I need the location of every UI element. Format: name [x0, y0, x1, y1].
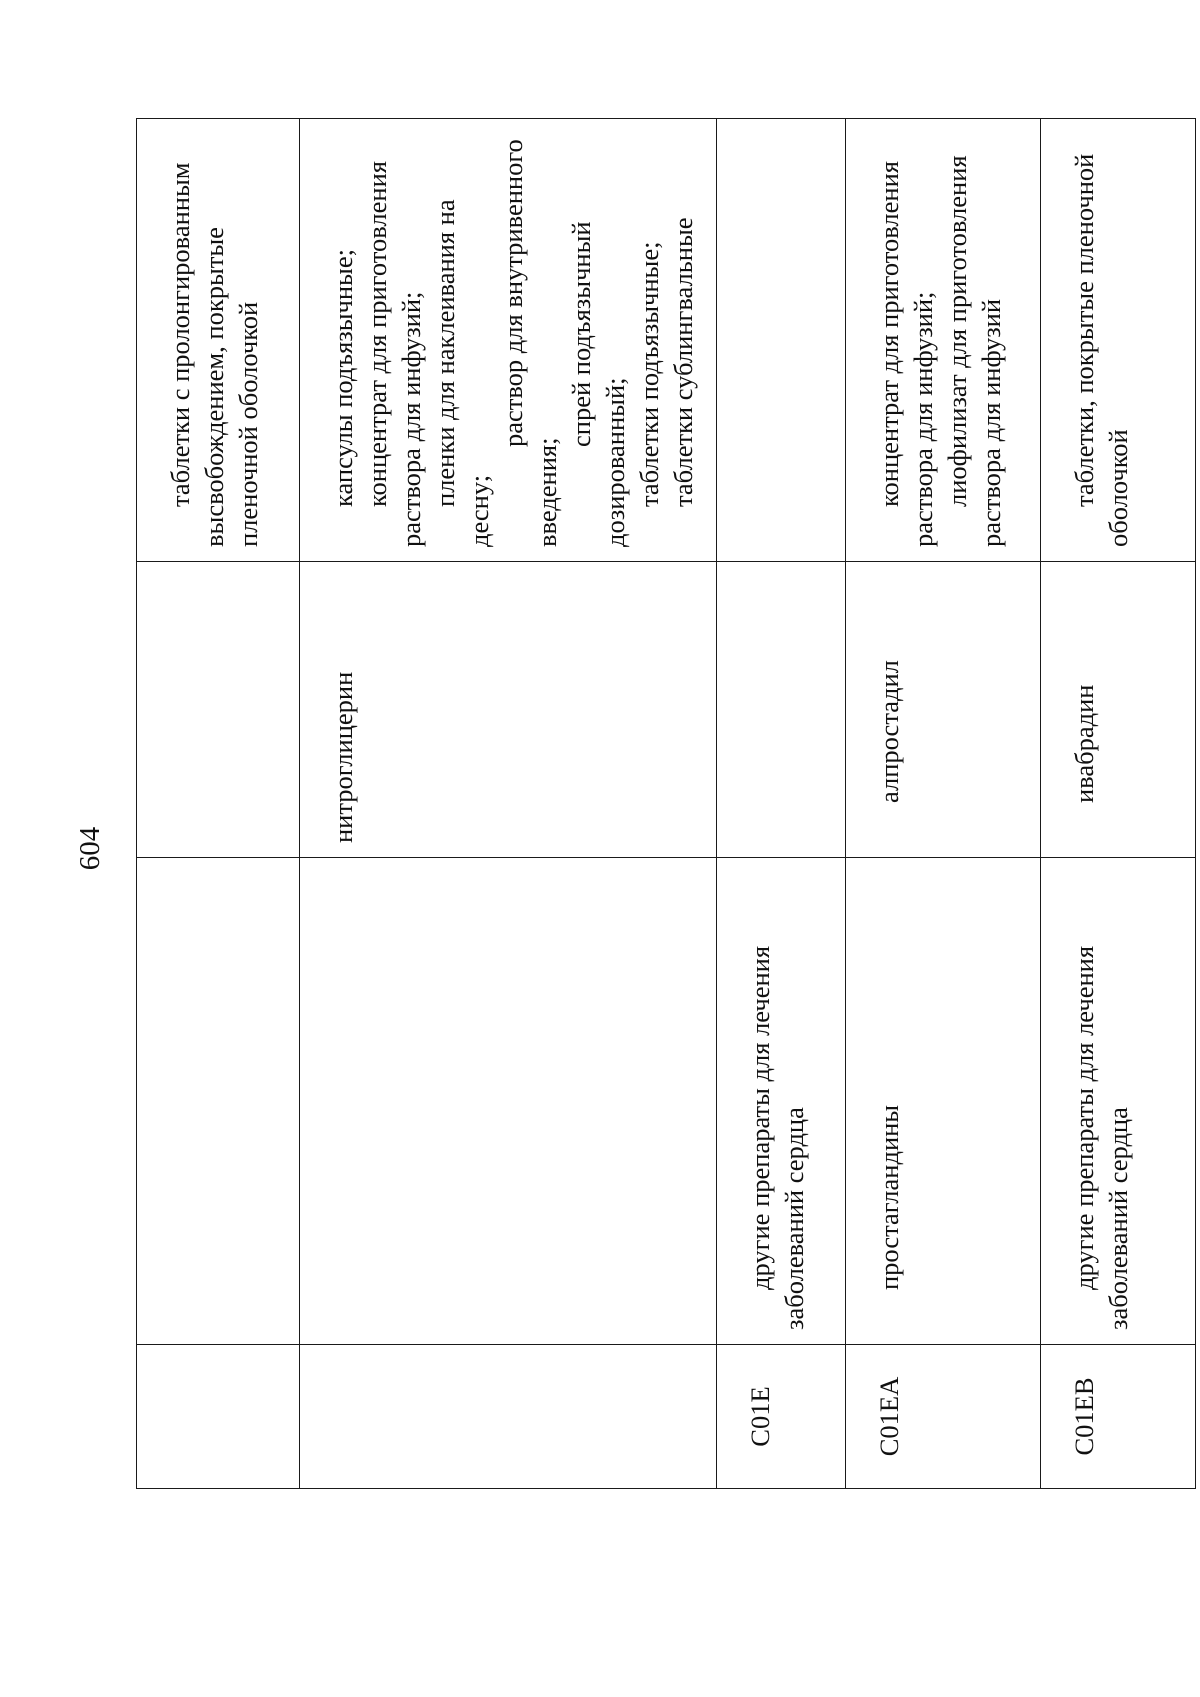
drug-name-cell [846, 562, 1041, 858]
dosage-form-line: оболочкой [1103, 429, 1133, 547]
group-cell [1041, 858, 1196, 1345]
dosage-form-line: дозированный; [600, 377, 630, 547]
atc-code-cell: C01EB [1041, 1345, 1196, 1489]
dosage-form-line: спрей подъязычный [566, 221, 596, 447]
dosage-form-line: таблетки с пролонгированным [165, 162, 195, 507]
drug-name-cell: нитроглицерин [300, 562, 717, 858]
table-row [300, 119, 717, 1489]
drug-name-cell [717, 562, 846, 858]
dosage-form-line: таблетки, покрытые пленочной [1069, 153, 1099, 507]
dosage-form-line: введения; [532, 437, 562, 547]
dosage-form-line: пленки для наклеивания на [430, 199, 460, 507]
page-number: 604 [74, 826, 106, 871]
dosage-form-line: раствора для инфузий [976, 298, 1006, 547]
group-text: другие препараты для лечения заболеваний сердца [1069, 945, 1133, 1330]
group-cell [137, 858, 300, 1345]
dosage-form-line: концентрат для приготовления [874, 161, 904, 507]
drug-name-cell [1041, 562, 1196, 858]
dosage-form-line: таблетки сублингвальные [668, 217, 698, 507]
atc-code-cell [300, 1345, 717, 1489]
group-text: другие препараты для лечения заболеваний сердца [745, 945, 809, 1330]
table-row [717, 119, 846, 1489]
group-text: простагландины [874, 1104, 904, 1290]
dosage-form-line: пленочной оболочкой [233, 301, 263, 547]
dosage-form-line: десну; [464, 474, 494, 547]
table-row [137, 119, 300, 1489]
dosage-form-line: высвобождением, покрытые [199, 227, 229, 547]
table-row [846, 119, 1041, 1489]
atc-code-cell [137, 1345, 300, 1489]
dosage-form-cell [1041, 119, 1196, 562]
table-row [1041, 119, 1196, 1489]
drug-name-cell [137, 562, 300, 858]
dosage-form-line: раствора для инфузий; [908, 291, 938, 547]
group-cell [717, 858, 846, 1345]
dosage-form-line: таблетки подъязычные; [634, 241, 664, 507]
dosage-form-line: раствор для внутривенного [498, 139, 528, 447]
dosage-form-line: раствора для инфузий; [396, 291, 426, 547]
dosage-form-line: капсулы подъязычные; [328, 249, 358, 507]
dosage-form-cell [137, 119, 300, 562]
atc-code-cell: C01E [717, 1345, 846, 1489]
drug-name-text: алпростадил [874, 660, 904, 803]
drug-name-text: ивабрадин [1069, 684, 1099, 803]
group-cell [846, 858, 1041, 1345]
dosage-form-line: концентрат для приготовления [362, 161, 392, 507]
group-cell [300, 858, 717, 1345]
atc-code-cell: C01EA [846, 1345, 1041, 1489]
dosage-form-cell [846, 119, 1041, 562]
dosage-form-cell [300, 119, 717, 562]
dosage-form-cell [717, 119, 846, 562]
drug-table [136, 118, 1196, 1489]
dosage-form-line: лиофилизат для приготовления [942, 155, 972, 507]
